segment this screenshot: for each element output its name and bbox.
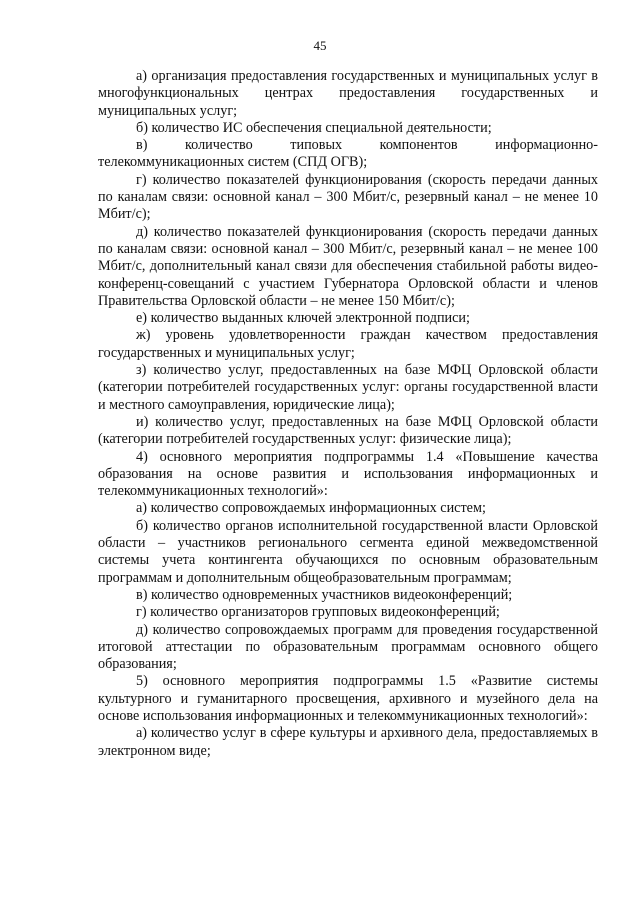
paragraph-d-attestation: д) количество сопровождаемых программ для проведения государственной итоговой аттестации по образовательным программам основного общего образования; xyxy=(98,621,598,673)
paragraph-b-is-count: б) количество ИС обеспечения специальной деятельности; xyxy=(136,119,492,136)
paragraph-d-speed: д) количество показателей функционирования (скорость передачи данных по каналам связи: основной канал – 300 Мбит/с, резервный канал – не менее 100 Мбит/с, дополнительный канал связи для обеспечения стабильной работы видео-конференц-совещаний с участием Губернатора Орловской области и членов Правительства Орловской области – не менее 150 Мбит/с); xyxy=(98,223,598,309)
paragraph-g-speed: г) количество показателей функционирования (скорость передачи данных по каналам связи: основной канал – 300 Мбит/с, резервный канал – не менее 10 Мбит/с); xyxy=(98,171,598,223)
paragraph-5-subprogram-1-5: 5) основного мероприятия подпрограммы 1.5 «Развитие системы культурного и гуманитарного просвещения, архивного и музейного дела на основе использования информационных и телекоммуникационных технологий»: xyxy=(98,673,598,724)
paragraph-g-videoconf-organizers: г) количество организаторов групповых видеоконференций; xyxy=(136,604,500,621)
paragraph-a-mfc-services: а) организация предоставления государственных и муниципальных услуг в многофункциональных центрах предоставления государственных и муниципальных услуг; xyxy=(98,68,598,119)
paragraph-v-components: в) количество типовых компонентов информационно-телекоммуникационных систем (СПД ОГВ); xyxy=(98,137,598,171)
paragraph-e-keys: е) количество выданных ключей электронной подписи; xyxy=(136,310,470,327)
paragraph-a-culture-services: а) количество услуг в сфере культуры и архивного дела, предоставляемых в электронном виде; xyxy=(98,725,598,759)
paragraph-v-videoconf-participants: в) количество одновременных участников видеоконференций; xyxy=(136,586,513,603)
paragraph-z-mfc-legal: з) количество услуг, предоставленных на базе МФЦ Орловской области (категории потребителей государственных услуг: органы государственной власти и местного самоуправления, юридические лица); xyxy=(98,362,598,413)
page-number: 45 xyxy=(313,38,327,53)
document-body xyxy=(98,68,598,760)
paragraph-b-authorities: б) количество органов исполнительной государственной власти Орловской области – участников регионального сегмента единой межведомственной системы учета контингента обучающихся по основным образовательным программам и дополнительным общеобразовательным программам; xyxy=(98,517,598,586)
paragraph-a-info-systems: а) количество сопровождаемых информационных систем; xyxy=(136,500,486,517)
paragraph-i-mfc-individuals: и) количество услуг, предоставленных на базе МФЦ Орловской области (категории потребителей государственных услуг: физические лица); xyxy=(98,413,598,448)
paragraph-zh-satisfaction: ж) уровень удовлетворенности граждан качеством предоставления государственных и муниципальных услуг; xyxy=(98,327,598,361)
paragraph-4-subprogram-1-4: 4) основного мероприятия подпрограммы 1.4 «Повышение качества образования на основе развития и использования информационных и телекоммуникационных технологий»: xyxy=(98,448,598,500)
